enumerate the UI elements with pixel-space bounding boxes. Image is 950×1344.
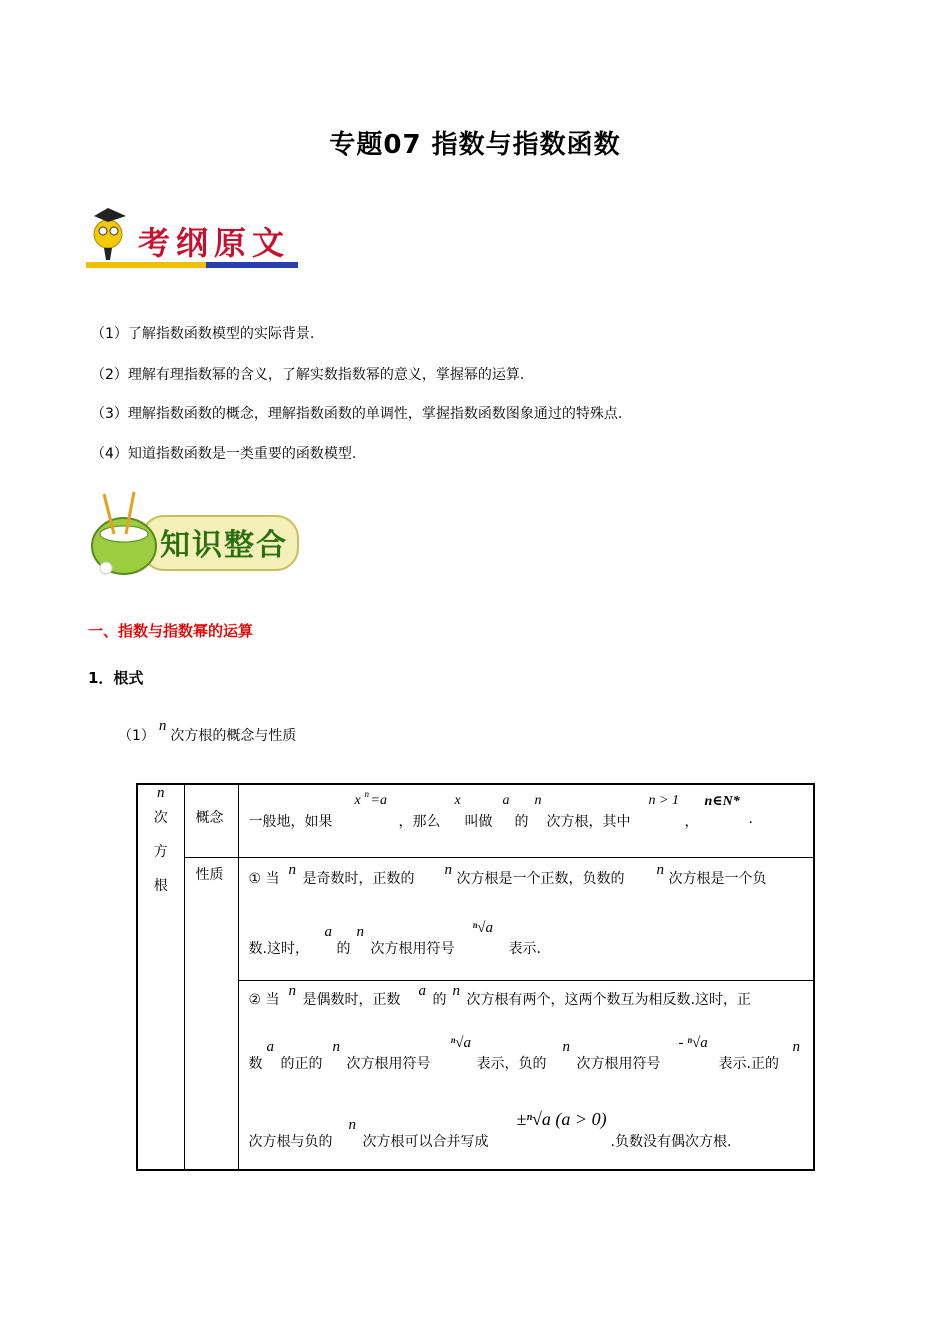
sub-item-var: n	[158, 718, 167, 734]
radical-symbol: ⁿ√a	[450, 1035, 471, 1051]
prop-text: 次方根有两个，这两个数互为相反数.这时，正	[466, 992, 751, 1008]
prop-a: a	[418, 983, 426, 999]
goal-item: （2）理解有理指数幂的含义，了解实数指数幂的意义，掌握幂的运算.	[91, 367, 525, 383]
goal-item: （4）知道指数函数是一类重要的函数模型.	[91, 446, 357, 462]
prop-text: 次方根可以合并写成	[362, 1134, 489, 1150]
knowledge-badge	[86, 490, 302, 582]
prop-n: n	[444, 862, 452, 878]
prop-text: 次方根用符号	[346, 1056, 431, 1072]
row-header-char: 次	[153, 810, 168, 826]
prop-text: 的正的	[280, 1056, 323, 1072]
concept-x: x	[454, 793, 461, 808]
concept-label: 概念	[195, 810, 224, 826]
concept-a: a	[502, 793, 510, 808]
sub-item	[118, 718, 297, 745]
prop-text: 是奇数时，正数的	[302, 871, 415, 887]
concept-cell	[238, 784, 814, 858]
prop-text: 表示.	[508, 941, 541, 957]
prop-text: 次方根与负的	[248, 1134, 333, 1150]
prop-text: 数	[248, 1056, 263, 1072]
row-header-var: n	[157, 785, 165, 801]
property-even-cell	[238, 981, 814, 1171]
prop-n: n	[332, 1039, 340, 1055]
concept-cond1: n > 1	[648, 793, 679, 808]
prop-text: 的	[432, 992, 447, 1008]
page-title: 专题07 指数与指数函数	[329, 130, 621, 160]
prop-n: n	[452, 983, 460, 999]
prop-text: .负数没有偶次方根.	[610, 1134, 732, 1150]
prop-text: 表示，负的	[476, 1056, 547, 1072]
property-odd-cell	[238, 858, 814, 981]
prop-text: 次方根用符号	[576, 1056, 661, 1072]
prop-text: ① 当	[248, 871, 280, 887]
exam-outline-badge-label: 考纲原文	[138, 224, 291, 262]
radical-symbol: ⁿ√a	[472, 920, 493, 936]
nth-root-table	[136, 783, 815, 1171]
concept-eq2: =a	[370, 793, 387, 808]
concept-eq: x	[354, 793, 361, 808]
concept-eq-sup: n	[364, 789, 369, 799]
row-header-char: 根	[153, 878, 168, 894]
prop-n: n	[288, 862, 296, 878]
prop-text: 数.这时，	[248, 941, 309, 957]
prop-text: 表示.正的	[718, 1056, 779, 1072]
concept-text: ，那么	[398, 814, 441, 830]
prop-text: 是偶数时，正数	[302, 992, 401, 1008]
plus-minus-radical-expression: ±ⁿ√a (a > 0)	[516, 1109, 607, 1129]
row-header-char: 方	[153, 844, 168, 860]
negative-radical-symbol: - ⁿ√a	[678, 1035, 708, 1051]
row-header	[137, 784, 184, 1170]
prop-n: n	[288, 983, 296, 999]
prop-text: 次方根用符号	[370, 941, 455, 957]
concept-cond2: n∈N*	[704, 794, 740, 809]
prop-n: n	[348, 1117, 356, 1133]
sub-item-prefix: （1）	[118, 728, 155, 744]
prop-n: n	[792, 1039, 800, 1055]
goal-item: （3）理解指数函数的概念，理解指数函数的单调性，掌握指数函数图象通过的特殊点.	[91, 406, 623, 422]
property-label: 性质	[195, 867, 224, 883]
prop-n: n	[562, 1039, 570, 1055]
prop-text: ② 当	[248, 992, 280, 1008]
section-heading: 一、指数与指数幂的运算	[88, 622, 254, 640]
prop-n: n	[356, 924, 364, 940]
prop-text: 次方根是一个负	[668, 871, 767, 887]
goal-item: （1）了解指数函数模型的实际背景.	[91, 326, 315, 342]
prop-n: n	[656, 862, 664, 878]
prop-a: a	[266, 1039, 274, 1055]
sub-item-text: 次方根的概念与性质	[170, 728, 297, 744]
knowledge-badge-label: 知识整合	[160, 528, 288, 563]
property-label-cell	[184, 858, 238, 1171]
prop-text: 的	[336, 941, 351, 957]
concept-n: n	[534, 793, 542, 808]
exam-outline-badge	[86, 198, 302, 278]
concept-text: ，	[684, 814, 699, 830]
concept-text: .	[748, 811, 753, 827]
prop-a: a	[324, 924, 332, 940]
concept-label-cell	[184, 784, 238, 858]
sub-heading: 1．根式	[88, 669, 144, 687]
concept-text: 的	[514, 814, 529, 830]
concept-text: 叫做	[464, 814, 493, 830]
concept-text: 次方根，其中	[546, 814, 631, 830]
prop-text: 次方根是一个正数，负数的	[456, 871, 625, 887]
concept-text: 一般地，如果	[248, 814, 333, 830]
